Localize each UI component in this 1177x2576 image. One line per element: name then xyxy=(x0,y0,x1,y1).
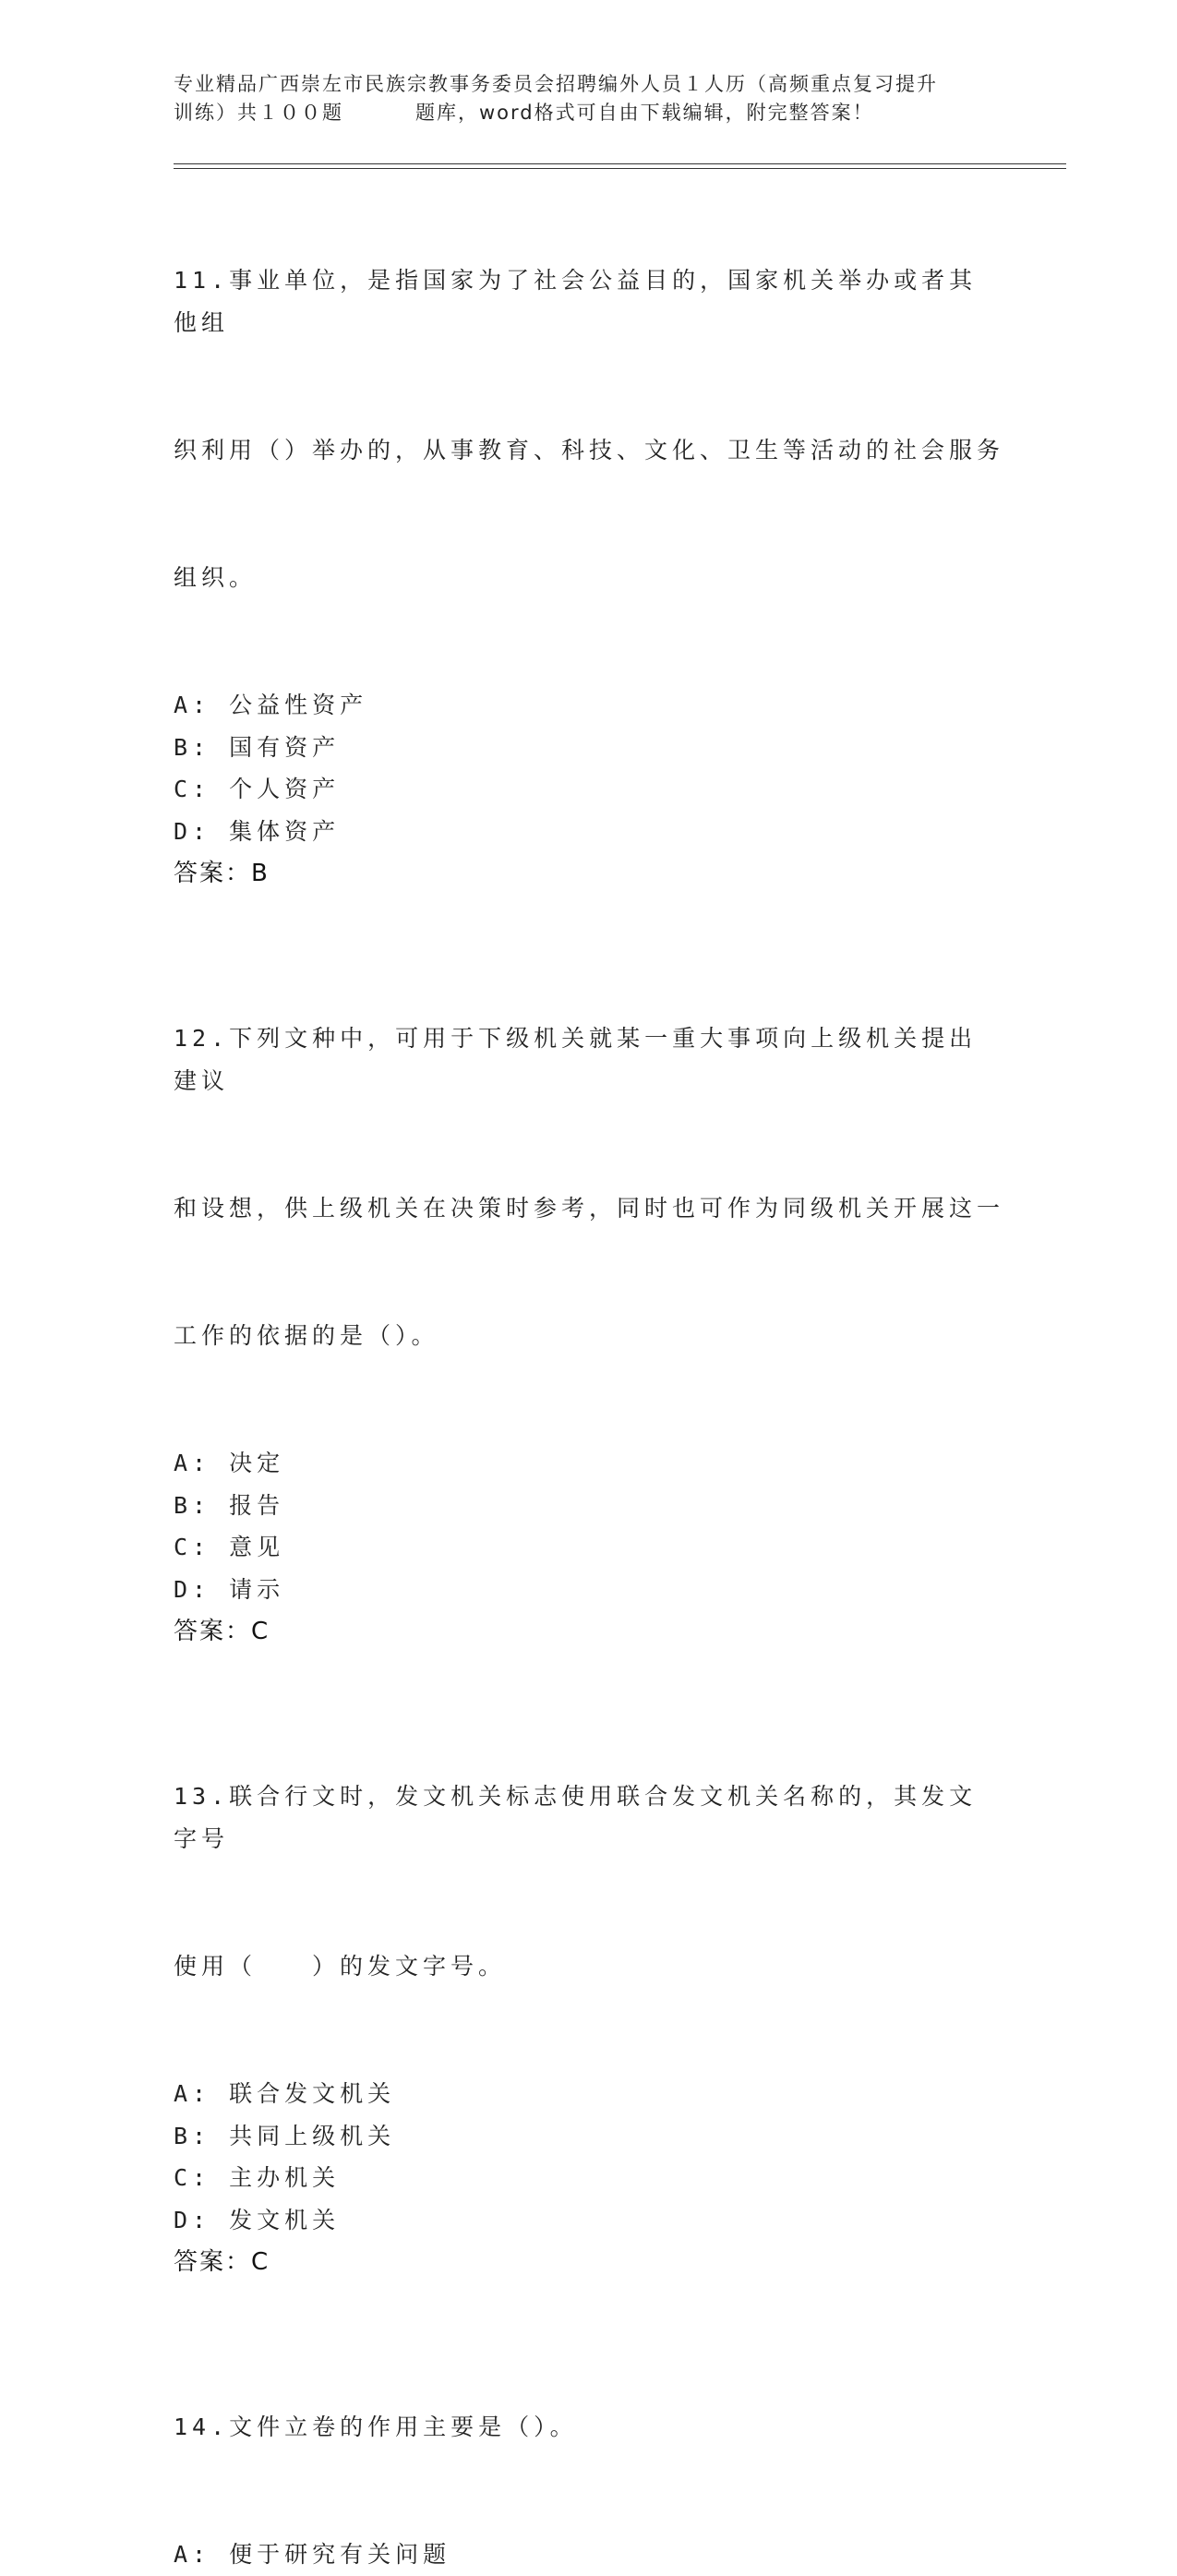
question-spacer xyxy=(174,2283,1004,2321)
document-header xyxy=(174,70,1004,127)
header-divider-bottom xyxy=(174,168,1066,169)
question-stem-line: 织利用（）举办的，从事教育、科技、文化、卫生等活动的社会服务 xyxy=(174,437,1005,463)
option-a: A: 公益性资产 xyxy=(174,692,368,718)
option-d: D: 集体资产 xyxy=(174,817,341,845)
question-stem-line: 13.联合行文时，发文机关标志使用联合发文机关名称的，其发文字号 xyxy=(174,1783,978,1852)
answer-text: 答案：C xyxy=(174,2248,270,2276)
option-c: C: 主办机关 xyxy=(174,2164,341,2191)
answer-text: 答案：C xyxy=(174,1618,270,1645)
question-stem-line: 14.文件立卷的作用主要是（）。 xyxy=(174,2413,578,2440)
option-c: C: 意见 xyxy=(174,1534,285,1560)
option-d: D: 请示 xyxy=(174,1575,285,1603)
question-stem xyxy=(174,933,1004,1442)
question-stem-line: 使用（ ）的发文字号。 xyxy=(174,1953,507,1980)
option-c: C: 个人资产 xyxy=(174,776,341,802)
answer-text: 答案：B xyxy=(174,860,270,887)
option-b: B: 共同上级机关 xyxy=(174,2122,396,2149)
question-stem-line: 组织。 xyxy=(174,564,258,591)
header-title-line-2 xyxy=(174,99,1004,127)
option-d: D: 发文机关 xyxy=(174,2206,341,2233)
question-spacer xyxy=(174,1653,1004,1691)
question-stem-line: 12.下列文种中，可用于下级机关就某一重大事项向上级机关提出建议 xyxy=(174,1025,978,1094)
header-title-line-2-left: 训练）共１００题 xyxy=(174,102,343,124)
question-spacer xyxy=(174,895,1004,933)
question-13 xyxy=(174,1691,1004,2283)
question-stem-line: 11.事业单位，是指国家为了社会公益目的，国家机关举办或者其他组 xyxy=(174,267,978,336)
option-a: A: 便于研究有关问题 xyxy=(174,2541,451,2568)
option-b: B: 报告 xyxy=(174,1491,285,1519)
header-divider-top xyxy=(174,163,1066,164)
header-title-line-2-right: 题库，word格式可自由下载编辑，附完整答案！ xyxy=(415,102,874,124)
question-stem-line: 工作的依据的是（）。 xyxy=(174,1322,439,1349)
question-stem-line: 和设想，供上级机关在决策时参考，同时也可作为同级机关开展这一 xyxy=(174,1195,1005,1222)
question-14 xyxy=(174,2321,1004,2576)
question-list xyxy=(174,175,1004,2576)
option-b: B: 国有资产 xyxy=(174,733,341,761)
question-stem xyxy=(174,1691,1004,2073)
question-11 xyxy=(174,175,1004,895)
question-stem xyxy=(174,175,1004,684)
option-a: A: 联合发文机关 xyxy=(174,2080,396,2107)
option-a: A: 决定 xyxy=(174,1450,285,1476)
question-12 xyxy=(174,933,1004,1653)
header-title-line-1: 专业精品广西崇左市民族宗教事务委员会招聘编外人员１人历（高频重点复习提升 xyxy=(174,73,938,95)
question-stem xyxy=(174,2321,1004,2534)
